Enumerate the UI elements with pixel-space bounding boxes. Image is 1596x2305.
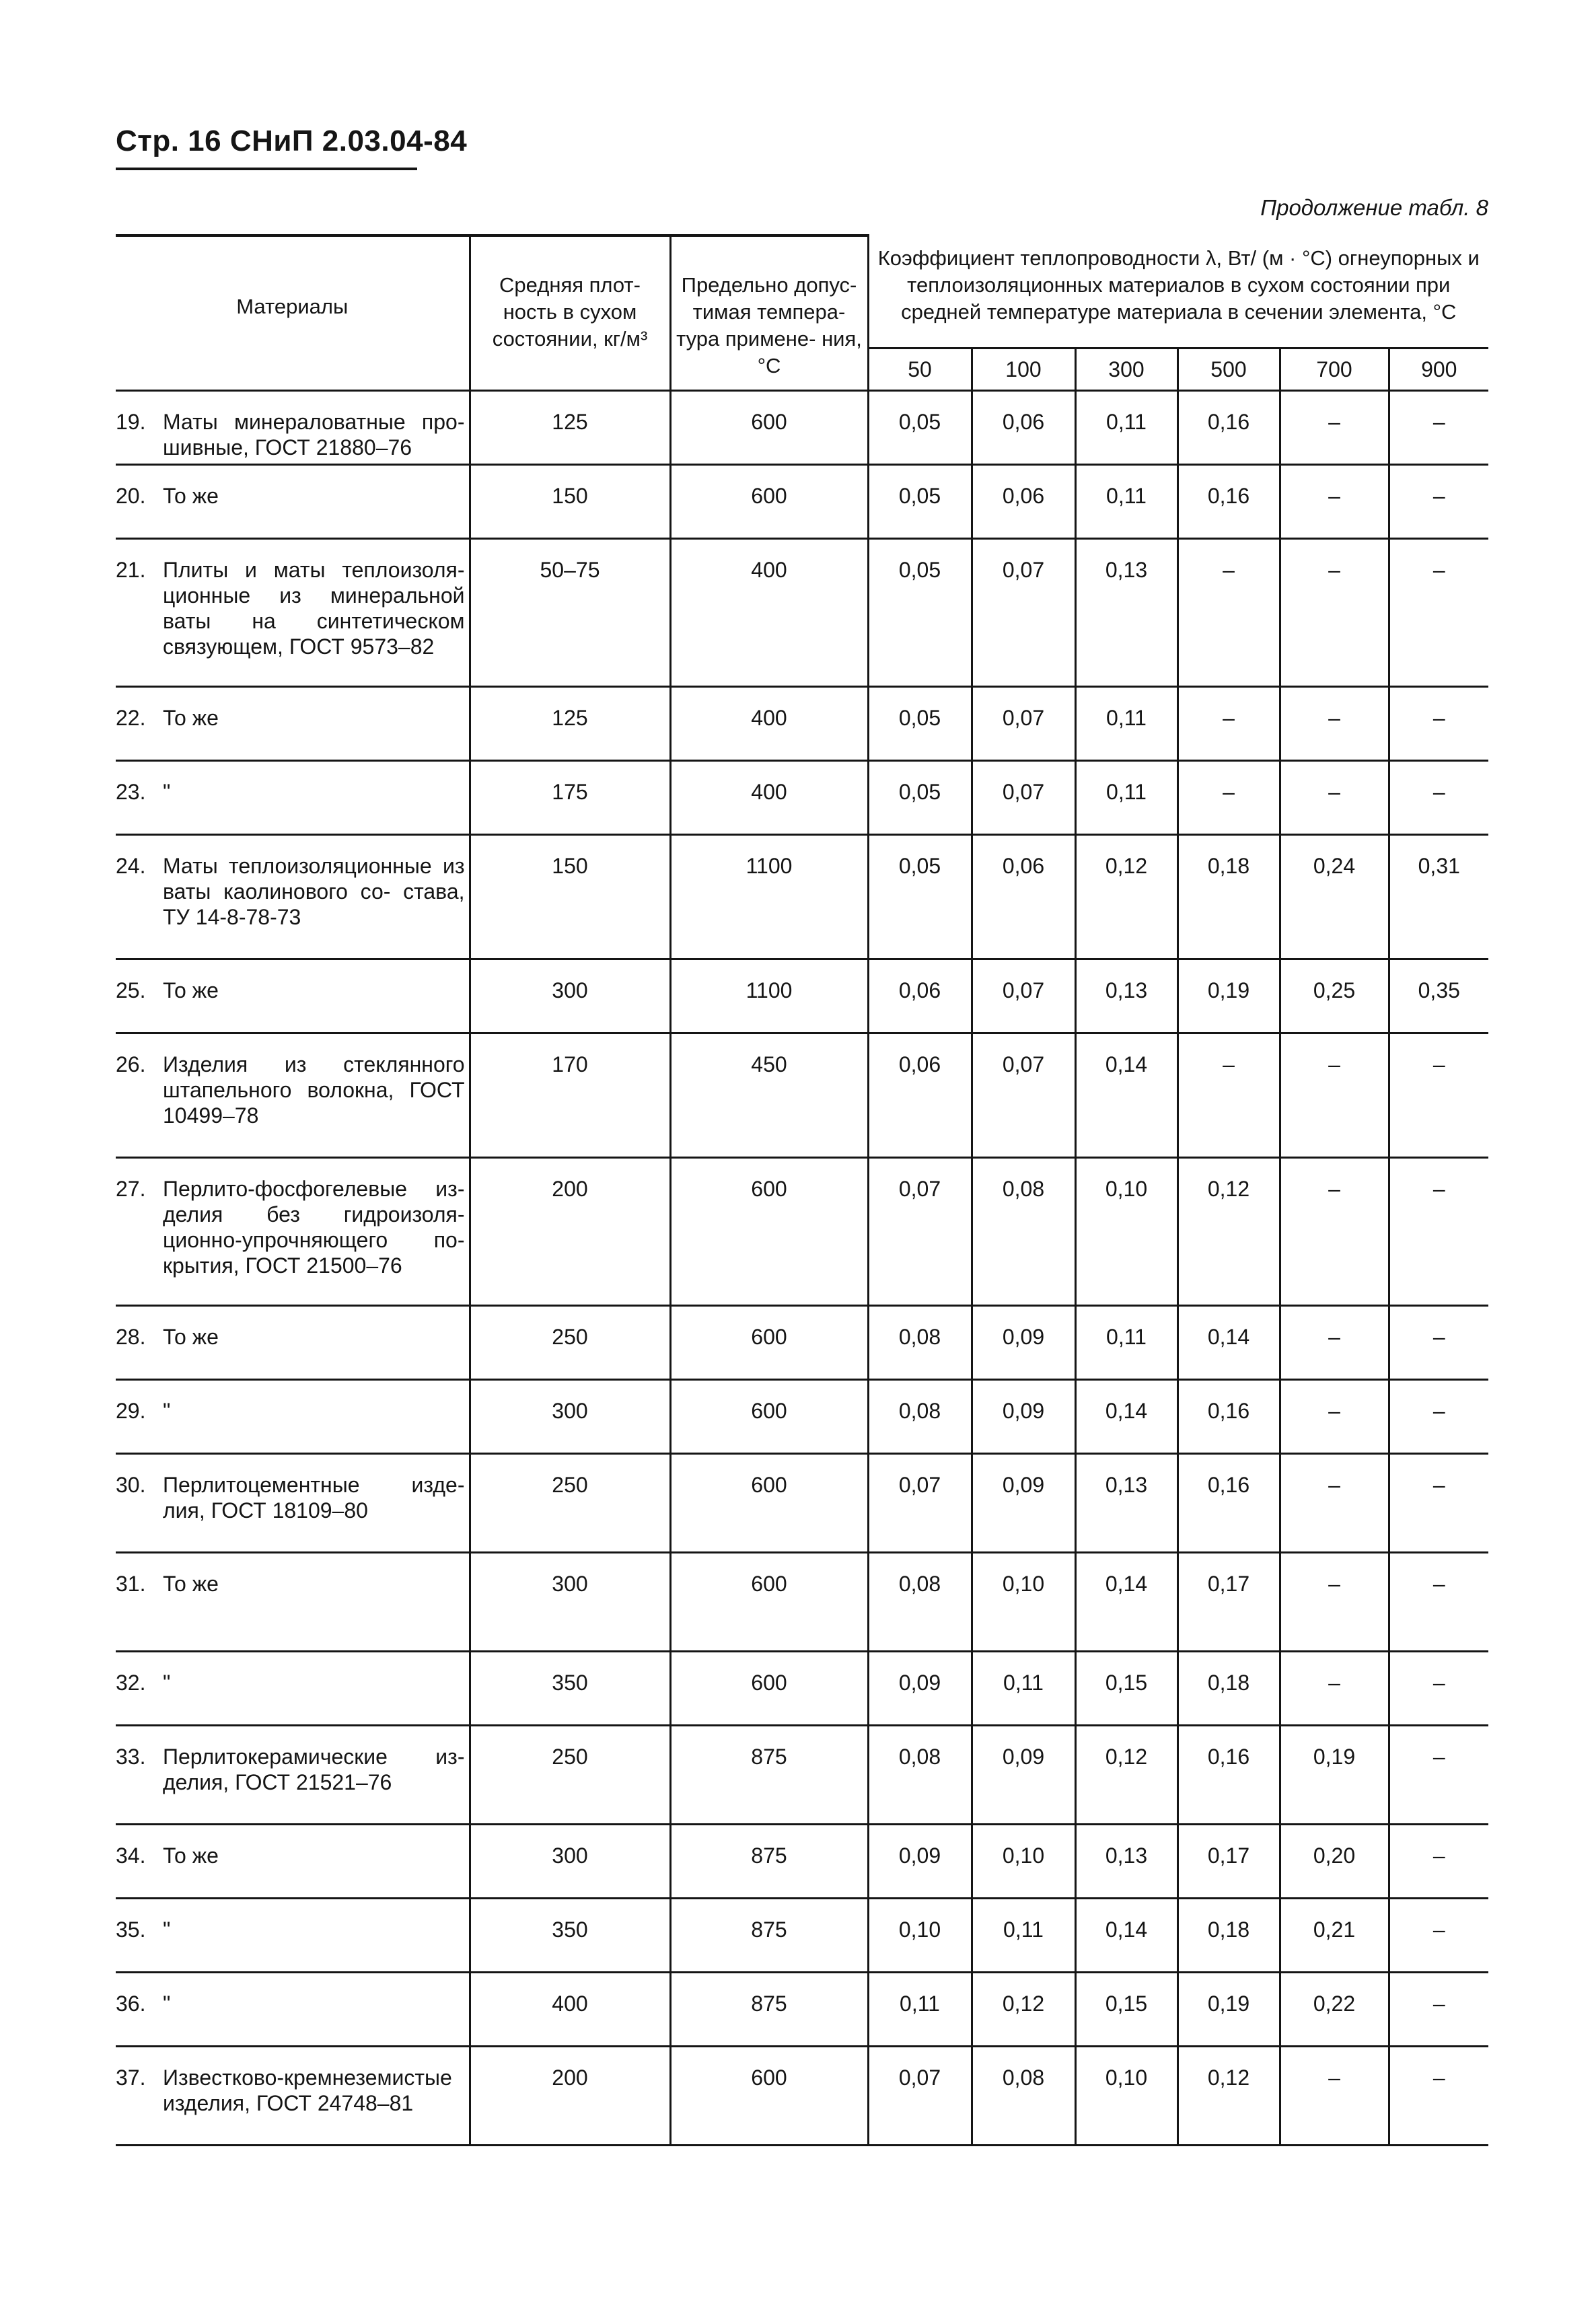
conductivity-cell-300: 0,11 (1075, 687, 1177, 761)
density-cell: 350 (470, 1899, 670, 1973)
material-cell (116, 761, 470, 835)
temperature-header-500: 500 (1177, 349, 1280, 391)
row-number: 22. (116, 706, 146, 730)
conductivity-cell-300: 0,12 (1075, 835, 1177, 959)
material-cell (116, 2047, 470, 2146)
density-cell: 150 (470, 465, 670, 539)
conductivity-cell-700: 0,20 (1280, 1825, 1389, 1899)
conductivity-cell-300: 0,11 (1075, 1306, 1177, 1380)
material-cell (116, 1158, 470, 1306)
material-name: Маты теплоизоляционные из ваты каолинового со- става, ТУ 14-8-78-73 (163, 854, 465, 929)
table-row (116, 539, 1488, 687)
row-number: 29. (116, 1399, 146, 1423)
material-name: " (163, 1991, 171, 2016)
conductivity-cell-700: – (1280, 1380, 1389, 1454)
conductivity-cell-700: – (1280, 539, 1389, 687)
density-cell: 300 (470, 1380, 670, 1454)
max-temperature-cell: 875 (670, 1899, 868, 1973)
conductivity-cell-100: 0,07 (972, 959, 1075, 1033)
row-number: 27. (116, 1177, 146, 1201)
table-row (116, 1306, 1488, 1380)
page-reference: Стр. 16 СНиП 2.03.04-84 (116, 124, 468, 157)
header-max-temperature: Предельно допус- тимая темпера- тура примене- ния, °С (670, 235, 868, 391)
table-row (116, 1726, 1488, 1825)
conductivity-cell-500: 0,14 (1177, 1306, 1280, 1380)
material-name: Перлито-фосфогелевые из- делия без гидроизоля- ционно-упрочняющего по- крытия, ГОСТ 21500–76 (163, 1177, 465, 1278)
material-cell (116, 1306, 470, 1380)
material-name: " (163, 780, 171, 804)
table-row (116, 1652, 1488, 1726)
max-temperature-cell: 600 (670, 1158, 868, 1306)
conductivity-cell-700: – (1280, 1158, 1389, 1306)
conductivity-cell-500: 0,18 (1177, 1652, 1280, 1726)
conductivity-cell-900: – (1389, 1652, 1488, 1726)
row-number: 24. (116, 854, 146, 878)
material-cell (116, 1033, 470, 1158)
max-temperature-cell: 875 (670, 1726, 868, 1825)
conductivity-cell-300: 0,15 (1075, 1973, 1177, 2047)
conductivity-cell-700: – (1280, 465, 1389, 539)
table-row (116, 1033, 1488, 1158)
material-cell (116, 1973, 470, 2047)
conductivity-cell-500: 0,16 (1177, 1380, 1280, 1454)
material-name: Известково-кремнеземистые изделия, ГОСТ 24748–81 (163, 2065, 452, 2115)
conductivity-cell-50: 0,08 (868, 1380, 972, 1454)
conductivity-cell-50: 0,06 (868, 1033, 972, 1158)
max-temperature-cell: 1100 (670, 959, 868, 1033)
conductivity-cell-100: 0,07 (972, 1033, 1075, 1158)
row-number: 26. (116, 1052, 146, 1076)
material-name: " (163, 1399, 171, 1423)
conductivity-cell-100: 0,06 (972, 391, 1075, 465)
density-cell: 250 (470, 1306, 670, 1380)
density-cell: 300 (470, 1553, 670, 1652)
conductivity-cell-50: 0,11 (868, 1973, 972, 2047)
max-temperature-cell: 1100 (670, 835, 868, 959)
conductivity-cell-500: – (1177, 539, 1280, 687)
material-name: Перлитоцементные изде- лия, ГОСТ 18109–80 (163, 1473, 465, 1523)
material-cell (116, 539, 470, 687)
row-number: 20. (116, 484, 146, 508)
table-row (116, 1380, 1488, 1454)
conductivity-cell-700: – (1280, 761, 1389, 835)
conductivity-cell-300: 0,14 (1075, 1553, 1177, 1652)
density-cell: 350 (470, 1652, 670, 1726)
material-name: " (163, 1671, 171, 1695)
conductivity-cell-50: 0,05 (868, 391, 972, 465)
conductivity-cell-500: 0,18 (1177, 835, 1280, 959)
conductivity-cell-500: 0,18 (1177, 1899, 1280, 1973)
table-row (116, 391, 1488, 465)
conductivity-cell-300: 0,13 (1075, 959, 1177, 1033)
table-row (116, 1454, 1488, 1553)
header-conductivity: Коэффициент теплопроводности λ, Вт/ (м · °С) огнеупорных и теплоизоляционных материалов в сухом состоянии при средней температуре материала в сечении элемента, °С (868, 235, 1488, 349)
row-number: 37. (116, 2065, 146, 2090)
conductivity-cell-50: 0,06 (868, 959, 972, 1033)
density-cell: 175 (470, 761, 670, 835)
max-temperature-cell: 875 (670, 1825, 868, 1899)
density-cell: 125 (470, 391, 670, 465)
max-temperature-cell: 600 (670, 1380, 868, 1454)
conductivity-cell-50: 0,10 (868, 1899, 972, 1973)
max-temperature-cell: 400 (670, 687, 868, 761)
max-temperature-cell: 400 (670, 761, 868, 835)
max-temperature-cell: 600 (670, 465, 868, 539)
conductivity-cell-500: 0,16 (1177, 391, 1280, 465)
conductivity-cell-700: – (1280, 1553, 1389, 1652)
conductivity-cell-300: 0,12 (1075, 1726, 1177, 1825)
row-number: 30. (116, 1473, 146, 1497)
conductivity-cell-500: 0,19 (1177, 1973, 1280, 2047)
material-name: Плиты и маты теплоизоля- ционные из минеральной ваты на синтетическом связующем, ГОСТ 9573–82 (163, 558, 465, 659)
material-cell (116, 835, 470, 959)
conductivity-cell-300: 0,11 (1075, 465, 1177, 539)
conductivity-cell-900: – (1389, 1454, 1488, 1553)
conductivity-cell-700: 0,21 (1280, 1899, 1389, 1973)
material-name: То же (163, 1843, 219, 1868)
max-temperature-cell: 400 (670, 539, 868, 687)
conductivity-cell-300: 0,11 (1075, 391, 1177, 465)
max-temperature-cell: 600 (670, 1454, 868, 1553)
temperature-header-900: 900 (1389, 349, 1488, 391)
density-cell: 300 (470, 1825, 670, 1899)
material-name: " (163, 1917, 171, 1942)
table-continuation-label: Продолжение табл. 8 (1260, 195, 1488, 220)
conductivity-cell-900: – (1389, 465, 1488, 539)
temperature-header-50: 50 (868, 349, 972, 391)
density-cell: 125 (470, 687, 670, 761)
conductivity-cell-50: 0,07 (868, 2047, 972, 2146)
conductivity-cell-700: – (1280, 2047, 1389, 2146)
density-cell: 200 (470, 2047, 670, 2146)
table-row (116, 1553, 1488, 1652)
header-density: Средняя плот- ность в сухом состоянии, кг/м³ (470, 235, 670, 391)
conductivity-cell-700: – (1280, 1454, 1389, 1553)
max-temperature-cell: 600 (670, 391, 868, 465)
conductivity-cell-900: – (1389, 1825, 1488, 1899)
conductivity-cell-900: – (1389, 1899, 1488, 1973)
material-cell (116, 687, 470, 761)
temperature-header-700: 700 (1280, 349, 1389, 391)
conductivity-cell-100: 0,07 (972, 539, 1075, 687)
row-number: 33. (116, 1745, 146, 1769)
table-row (116, 1825, 1488, 1899)
row-number: 32. (116, 1671, 146, 1695)
conductivity-cell-100: 0,06 (972, 465, 1075, 539)
conductivity-cell-100: 0,12 (972, 1973, 1075, 2047)
material-cell (116, 1454, 470, 1553)
max-temperature-cell: 600 (670, 1306, 868, 1380)
conductivity-cell-300: 0,14 (1075, 1033, 1177, 1158)
conductivity-cell-500: – (1177, 761, 1280, 835)
material-cell (116, 1380, 470, 1454)
density-cell: 150 (470, 835, 670, 959)
max-temperature-cell: 600 (670, 2047, 868, 2146)
row-number: 34. (116, 1843, 146, 1868)
max-temperature-cell: 600 (670, 1553, 868, 1652)
conductivity-cell-900: – (1389, 539, 1488, 687)
conductivity-cell-50: 0,05 (868, 687, 972, 761)
conductivity-cell-500: 0,12 (1177, 2047, 1280, 2146)
conductivity-cell-50: 0,09 (868, 1825, 972, 1899)
table-body (116, 391, 1488, 2146)
page-header (116, 124, 467, 170)
conductivity-cell-700: 0,25 (1280, 959, 1389, 1033)
temperature-header-100: 100 (972, 349, 1075, 391)
row-number: 21. (116, 558, 146, 582)
table-row (116, 1899, 1488, 1973)
material-name: То же (163, 484, 219, 508)
conductivity-cell-900: – (1389, 1973, 1488, 2047)
conductivity-cell-100: 0,07 (972, 761, 1075, 835)
conductivity-cell-50: 0,09 (868, 1652, 972, 1726)
conductivity-cell-700: – (1280, 391, 1389, 465)
conductivity-cell-300: 0,13 (1075, 1825, 1177, 1899)
conductivity-cell-50: 0,07 (868, 1454, 972, 1553)
conductivity-cell-50: 0,08 (868, 1553, 972, 1652)
row-number: 25. (116, 978, 146, 1002)
conductivity-cell-100: 0,10 (972, 1553, 1075, 1652)
conductivity-cell-100: 0,07 (972, 687, 1075, 761)
row-number: 19. (116, 410, 146, 434)
conductivity-cell-100: 0,09 (972, 1380, 1075, 1454)
material-name: Изделия из стеклянного штапельного волокна, ГОСТ 10499–78 (163, 1052, 465, 1128)
conductivity-cell-300: 0,11 (1075, 761, 1177, 835)
conductivity-cell-50: 0,05 (868, 761, 972, 835)
conductivity-cell-500: 0,19 (1177, 959, 1280, 1033)
material-cell (116, 959, 470, 1033)
conductivity-cell-900: – (1389, 2047, 1488, 2146)
material-name: Маты минераловатные про- шивные, ГОСТ 21880–76 (163, 410, 465, 460)
conductivity-cell-700: – (1280, 687, 1389, 761)
table-row (116, 2047, 1488, 2146)
conductivity-cell-100: 0,08 (972, 2047, 1075, 2146)
conductivity-cell-100: 0,11 (972, 1652, 1075, 1726)
conductivity-cell-100: 0,09 (972, 1454, 1075, 1553)
conductivity-cell-50: 0,05 (868, 465, 972, 539)
conductivity-cell-50: 0,08 (868, 1306, 972, 1380)
density-cell: 50–75 (470, 539, 670, 687)
header-underline (116, 168, 417, 170)
conductivity-cell-300: 0,14 (1075, 1899, 1177, 1973)
conductivity-cell-900: – (1389, 1726, 1488, 1825)
conductivity-cell-300: 0,10 (1075, 2047, 1177, 2146)
row-number: 23. (116, 780, 146, 804)
table-row (116, 465, 1488, 539)
table-row (116, 761, 1488, 835)
conductivity-cell-700: 0,22 (1280, 1973, 1389, 2047)
density-cell: 400 (470, 1973, 670, 2047)
conductivity-cell-50: 0,07 (868, 1158, 972, 1306)
conductivity-cell-500: 0,12 (1177, 1158, 1280, 1306)
conductivity-cell-500: – (1177, 687, 1280, 761)
material-name: То же (163, 706, 219, 730)
conductivity-cell-100: 0,09 (972, 1306, 1075, 1380)
material-name: То же (163, 1572, 219, 1596)
row-number: 35. (116, 1917, 146, 1942)
conductivity-cell-500: 0,17 (1177, 1825, 1280, 1899)
conductivity-cell-50: 0,05 (868, 835, 972, 959)
row-number: 31. (116, 1572, 146, 1596)
conductivity-cell-50: 0,05 (868, 539, 972, 687)
conductivity-cell-100: 0,11 (972, 1899, 1075, 1973)
max-temperature-cell: 450 (670, 1033, 868, 1158)
conductivity-cell-100: 0,06 (972, 835, 1075, 959)
conductivity-cell-100: 0,10 (972, 1825, 1075, 1899)
header-materials: Материалы (116, 235, 470, 391)
density-cell: 300 (470, 959, 670, 1033)
material-cell (116, 391, 470, 465)
material-name: Перлитокерамические из- делия, ГОСТ 21521–76 (163, 1745, 465, 1794)
conductivity-cell-100: 0,09 (972, 1726, 1075, 1825)
conductivity-cell-500: 0,16 (1177, 1454, 1280, 1553)
material-cell (116, 1726, 470, 1825)
table-row (116, 687, 1488, 761)
max-temperature-cell: 875 (670, 1973, 868, 2047)
conductivity-cell-700: – (1280, 1033, 1389, 1158)
conductivity-cell-900: – (1389, 1158, 1488, 1306)
conductivity-cell-500: – (1177, 1033, 1280, 1158)
conductivity-cell-900: 0,31 (1389, 835, 1488, 959)
table-row (116, 1973, 1488, 2047)
conductivity-cell-700: 0,24 (1280, 835, 1389, 959)
conductivity-cell-500: 0,17 (1177, 1553, 1280, 1652)
conductivity-cell-300: 0,13 (1075, 1454, 1177, 1553)
material-cell (116, 1553, 470, 1652)
conductivity-cell-900: – (1389, 761, 1488, 835)
thermal-conductivity-table (116, 234, 1488, 2146)
conductivity-cell-900: 0,35 (1389, 959, 1488, 1033)
conductivity-cell-900: – (1389, 1306, 1488, 1380)
density-cell: 250 (470, 1726, 670, 1825)
conductivity-cell-700: – (1280, 1652, 1389, 1726)
conductivity-cell-900: – (1389, 1380, 1488, 1454)
table-row (116, 1158, 1488, 1306)
conductivity-cell-900: – (1389, 1553, 1488, 1652)
conductivity-cell-300: 0,15 (1075, 1652, 1177, 1726)
conductivity-cell-100: 0,08 (972, 1158, 1075, 1306)
conductivity-cell-900: – (1389, 1033, 1488, 1158)
material-cell (116, 1899, 470, 1973)
max-temperature-cell: 600 (670, 1652, 868, 1726)
conductivity-cell-900: – (1389, 687, 1488, 761)
material-name: То же (163, 1325, 219, 1349)
temperature-header-300: 300 (1075, 349, 1177, 391)
conductivity-cell-300: 0,10 (1075, 1158, 1177, 1306)
material-cell (116, 465, 470, 539)
row-number: 36. (116, 1991, 146, 2016)
conductivity-cell-500: 0,16 (1177, 1726, 1280, 1825)
conductivity-cell-900: – (1389, 391, 1488, 465)
conductivity-cell-700: 0,19 (1280, 1726, 1389, 1825)
conductivity-cell-300: 0,14 (1075, 1380, 1177, 1454)
material-name: То же (163, 978, 219, 1002)
material-cell (116, 1652, 470, 1726)
conductivity-cell-500: 0,16 (1177, 465, 1280, 539)
conductivity-cell-50: 0,08 (868, 1726, 972, 1825)
density-cell: 200 (470, 1158, 670, 1306)
conductivity-cell-700: – (1280, 1306, 1389, 1380)
density-cell: 170 (470, 1033, 670, 1158)
density-cell: 250 (470, 1454, 670, 1553)
table-row (116, 959, 1488, 1033)
table-row (116, 835, 1488, 959)
row-number: 28. (116, 1325, 146, 1349)
material-cell (116, 1825, 470, 1899)
conductivity-cell-300: 0,13 (1075, 539, 1177, 687)
